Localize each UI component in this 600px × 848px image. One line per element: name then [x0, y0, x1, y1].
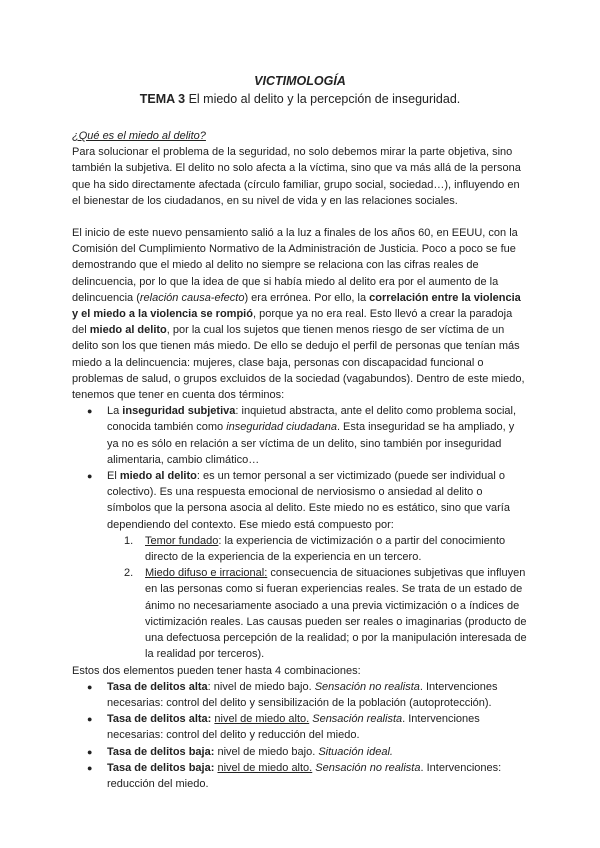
combinations-list [72, 679, 528, 792]
text-run: . Intervenciones necesarias: control del delito y sensibilización de la población (autoprotección). [107, 680, 498, 709]
text-run: El [107, 470, 120, 483]
text-run: correlación entre la violencia y el miedo a la violencia se rompió [72, 291, 521, 321]
text-run: nivel de miedo bajo. [214, 745, 319, 758]
text-run: : inquietud abstracta, ante el delito como problema social, conocida también como [107, 405, 517, 434]
text-run: Tasa de delitos alta: [107, 713, 212, 726]
topic-title: El miedo al delito y la percepción de inseguridad. [185, 92, 461, 106]
text-run: , porque ya no era real. Esto llevó a crear la paradoja del [72, 308, 513, 337]
text-run: . Esta inseguridad se ha ampliado, y ya no es sólo en relación a ser víctima de un delito, sino también por inseguridad alimentaria, cambio climático… [107, 421, 515, 466]
text-run: inseguridad subjetiva [122, 405, 236, 418]
combination-item [107, 679, 528, 711]
text-run: Sensación no realista [315, 761, 421, 774]
component-text [145, 535, 505, 563]
component-number: 1. [124, 534, 134, 547]
text-run: relación causa-efecto [139, 291, 245, 304]
text-run: nivel de miedo alto. [217, 761, 313, 774]
text-run: Tasa de delitos baja: [107, 761, 215, 774]
text-run: Sensación no realista [314, 680, 420, 693]
component-number: 2. [124, 567, 134, 580]
text-run: Sensación realista [312, 713, 403, 726]
combination-item [107, 760, 528, 792]
term-item-text [107, 468, 528, 533]
text-run: inseguridad ciudadana [226, 421, 337, 434]
text-run: Tasa de delitos baja: [107, 745, 215, 758]
term-item [107, 468, 528, 662]
text-run: miedo al delito [119, 470, 197, 483]
history-paragraph [72, 225, 528, 403]
text-run: El inicio de este nuevo pensamiento salió a la luz a finales de los años 60, en EEUU, con la Comisión del Cumplimiento Normativo de la Administración de Justicia. Poco a poco se fue demostrando que el miedo al delito no siempre se relaciona con las cifras reales de delincuencia, por lo que la idea de que si había miedo al delito era por el aumento de la delincuencia ( [72, 227, 518, 304]
text-run: , por la cual los sujetos que tienen menos riesgo de ser víctima de un delito son los que tienen más miedo. De ello se dedujo el perfil de personas que tenían más miedo a la delincuencia: mujeres, clase baja, personas con discapacidad funcional o problemas de salud, o grupos excluidos de la sociedad (vagabundos). Dentro de este miedo, tenemos que tener en cuenta dos términos: [72, 324, 525, 402]
text-run: : nivel de miedo bajo. [207, 680, 315, 693]
terms-list [72, 403, 528, 662]
title-block [72, 72, 528, 108]
combination-item [107, 711, 528, 743]
section-heading: ¿Qué es el miedo al delito? [72, 130, 206, 142]
text-run: : es un temor personal a ser victimizado (puede ser individual o colectivo). Es una respuesta emocional de nerviosismo o ansiedad al delito o símbolos que la persona asocia al delito. Este miedo no es estático, sino que varía dependiendo del contexto. Ese miedo está compuesto por: [107, 470, 510, 531]
text-run: La [107, 405, 123, 418]
text-run: : la experiencia de victimización o a partir del conocimiento directo de la experiencia de la experiencia en un tercero. [145, 534, 506, 564]
document-subtitle [72, 90, 528, 108]
text-run: ) era errónea. Por ello, la [244, 291, 370, 304]
text-run: Miedo difuso e irracional: [145, 567, 268, 580]
text-run: . Intervenciones necesarias: control del delito y reducción del miedo. [107, 713, 480, 742]
components-list [107, 533, 528, 663]
combinations-intro: Estos dos elementos pueden tener hasta 4 combinaciones: [72, 664, 361, 677]
term-item [107, 403, 528, 468]
text-run: Tasa de delitos alta [107, 680, 208, 693]
text-run: Para solucionar el problema de la seguridad, no solo debemos mirar la parte objetiva, sino también la subjetiva. El delito no solo afecta a la víctima, sino que va más allá de la persona que ha sido directamente afectada (círculo familiar, grupo social, sociedad…), influyendo en el bienestar de los ciudadanos, en su nivel de vida y en las relaciones sociales. [72, 146, 521, 207]
component-item [124, 533, 528, 565]
text-run: Situación ideal. [318, 745, 393, 758]
text-run: consecuencia de situaciones subjetivas que influyen en las personas como si fueran experiencias reales. Se trata de un estado de ánimo no necesariamente asociado a una previa victimización o a índices de victimización reales. Las causas pueden ser reales o imaginarias (producto de una defectuosa percepción de la realidad; o por la manipulación interesada de la realidad por terceros). [145, 567, 527, 661]
text-run: miedo al delito [89, 324, 167, 337]
text-run: nivel de miedo alto. [214, 713, 310, 726]
intro-paragraph [72, 144, 528, 209]
component-item [124, 565, 528, 662]
component-text [145, 567, 527, 660]
text-run: Temor fundado [145, 534, 219, 547]
document-title: VICTIMOLOGÍA [254, 74, 346, 88]
text-run: . Intervenciones: reducción del miedo. [107, 761, 502, 790]
combination-item [107, 744, 528, 760]
topic-number: TEMA 3 [139, 92, 186, 106]
